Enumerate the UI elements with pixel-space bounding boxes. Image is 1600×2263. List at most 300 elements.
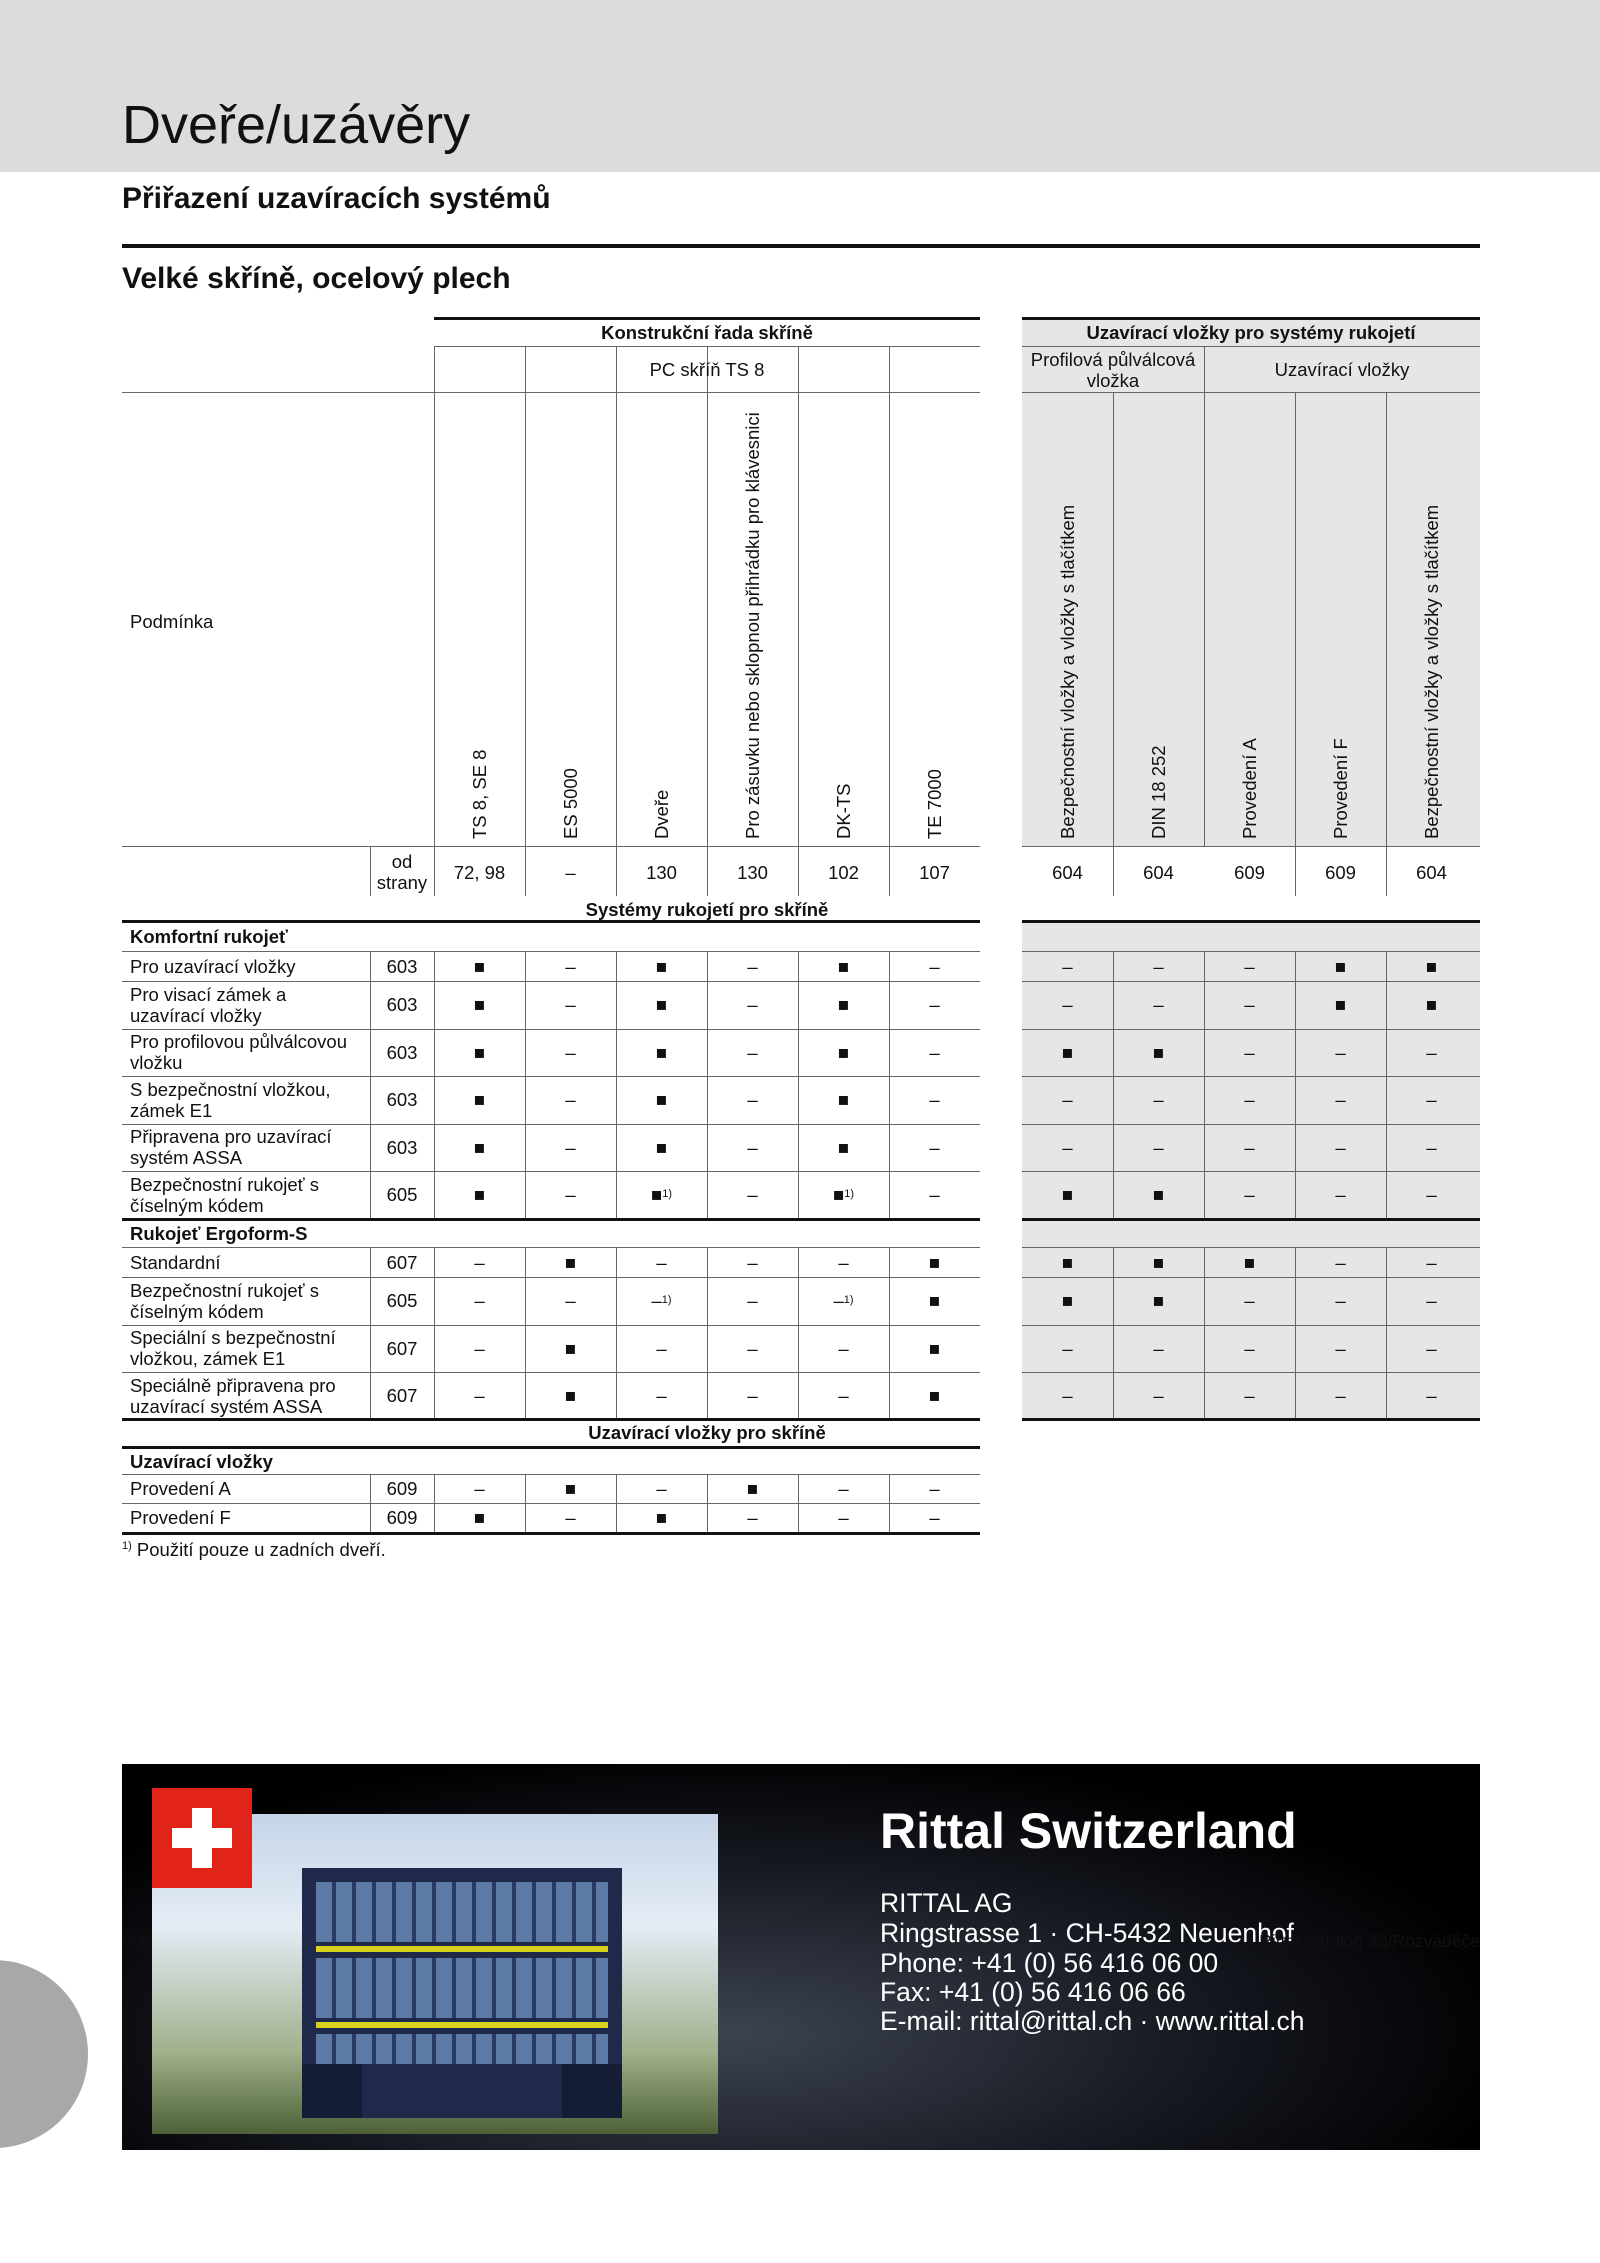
table-row-label: Připravena pro uzavírací systém ASSA (130, 1126, 332, 1169)
table-cell: ■ (928, 1290, 941, 1312)
column-line (616, 1503, 617, 1532)
column-line (434, 1474, 435, 1503)
table-cell: – (838, 1251, 849, 1273)
table-cell: – (1426, 1184, 1437, 1206)
column-line (434, 1325, 435, 1373)
page-ref-cell: 604 (1416, 861, 1447, 883)
table-cell: – (1244, 1184, 1255, 1206)
table-row-label: Speciálně připravena pro uzavírací systém ASSA (130, 1374, 336, 1417)
column-line (707, 1076, 708, 1124)
table-cell: – (565, 1184, 576, 1206)
table-cell: – (1153, 955, 1164, 977)
column-line (1386, 951, 1387, 981)
page-ref-cell: 603 (386, 1041, 418, 1063)
table-cell: – (929, 1041, 940, 1063)
table-cell: – (656, 1337, 667, 1359)
table-cell: ■ (1152, 1041, 1165, 1063)
table-cell: – 1) (651, 1290, 672, 1312)
column-line (1113, 1029, 1114, 1077)
column-line (434, 981, 435, 1029)
table-cell: – (1426, 1385, 1437, 1407)
table-cell: – (929, 1184, 940, 1206)
table-cell: – (1244, 1089, 1255, 1111)
column-line (370, 981, 371, 1029)
column-line (1113, 951, 1114, 981)
table-cell: – (747, 1385, 758, 1407)
column-line (370, 1372, 371, 1420)
table-cell: – (1335, 1136, 1346, 1158)
column-line (798, 981, 799, 1029)
table-cell: ■ (1334, 955, 1347, 977)
swiss-flag-icon (152, 1788, 252, 1888)
table-cell: – (1335, 1337, 1346, 1359)
table-cell: – (1426, 1337, 1437, 1359)
table-cell: ■ (564, 1337, 577, 1359)
table-cell: – (929, 994, 940, 1016)
column-line (370, 1076, 371, 1124)
table-cell: – (1062, 994, 1073, 1016)
column-line (434, 1372, 435, 1420)
column-line (370, 1124, 371, 1172)
table-cell: ■ 1) (833, 1184, 854, 1206)
column-line (707, 981, 708, 1029)
column-line (434, 951, 435, 981)
rule-line (122, 1532, 980, 1535)
column-line (707, 1124, 708, 1172)
column-line (525, 1076, 526, 1124)
column-line (370, 1503, 371, 1532)
rule-line (1022, 920, 1480, 923)
table-cell: – (565, 1290, 576, 1312)
table-cell: – (1335, 1184, 1346, 1206)
column-line (707, 951, 708, 981)
column-line (1204, 951, 1205, 981)
column-line (707, 1277, 708, 1325)
table-cell: – (565, 1041, 576, 1063)
table-cell: – (1244, 1041, 1255, 1063)
table-cell: ■ (655, 1041, 668, 1063)
column-line (889, 1277, 890, 1325)
column-line (616, 1247, 617, 1277)
rule-line (1022, 1418, 1480, 1421)
table-cell: – (656, 1251, 667, 1273)
page-ref-cell: 603 (386, 1089, 418, 1111)
table-cell: – (1426, 1136, 1437, 1158)
group-label: Komfortní rukojeť (130, 926, 288, 947)
table-cell: – (1153, 994, 1164, 1016)
banner-email: E-mail: rittal@rittal.ch · www.rittal.ch (880, 2006, 1305, 2036)
table-cell: ■ (473, 1089, 486, 1111)
column-line (1113, 1076, 1114, 1124)
group-label: Uzavírací vložky (130, 1450, 273, 1472)
table-cell: ■ (1152, 1184, 1165, 1206)
column-line (889, 346, 890, 896)
banner-phone: Phone: +41 (0) 56 416 06 00 (880, 1948, 1219, 1978)
table-cell: – (838, 1478, 849, 1499)
table-row-label: Speciální s bezpečnostní vložkou, zámek E1 (130, 1327, 336, 1370)
banner-fax: Fax: +41 (0) 56 416 06 66 (880, 1977, 1186, 2007)
table-cell: – (1153, 1337, 1164, 1359)
table-cell: ■ (928, 1337, 941, 1359)
page-number: 600 (122, 1931, 152, 1951)
column-line (616, 1372, 617, 1420)
column-line (434, 1277, 435, 1325)
group-label: Rukojeť Ergoform-S (130, 1223, 308, 1244)
column-line (798, 951, 799, 981)
column-line (798, 1247, 799, 1277)
table-cell: ■ (928, 1385, 941, 1407)
column-line (1204, 1076, 1205, 1124)
column-line (1204, 1029, 1205, 1077)
table-row-label: Pro uzavírací vložky (130, 955, 296, 977)
column-line (525, 1277, 526, 1325)
table-cell: ■ (655, 1507, 668, 1528)
column-line (1204, 346, 1205, 846)
column-line (889, 1325, 890, 1373)
table-cell: – (747, 1089, 758, 1111)
column-line (525, 1247, 526, 1277)
table-cell: ■ (473, 994, 486, 1016)
column-line (1204, 1171, 1205, 1219)
column-line (1386, 392, 1387, 896)
column-line (798, 1474, 799, 1503)
page-ref-cell: – (565, 861, 576, 883)
table-cell: – (1335, 1290, 1346, 1312)
column-line (1386, 981, 1387, 1029)
column-line (889, 981, 890, 1029)
table-cell: – (474, 1385, 485, 1407)
column-line (370, 1474, 371, 1503)
column-line (889, 1247, 890, 1277)
column-line (370, 1029, 371, 1077)
table-cell: ■ 1) (651, 1184, 672, 1206)
column-line (1295, 981, 1296, 1029)
table-cell: – (747, 955, 758, 977)
page-ref-cell: 72, 98 (453, 861, 506, 883)
column-line (616, 1171, 617, 1219)
column-line (1204, 1325, 1205, 1373)
table-cell: – (1426, 1251, 1437, 1273)
page-ref-cell: 603 (386, 1136, 418, 1158)
column-line (525, 1474, 526, 1503)
column-line (1113, 1124, 1114, 1172)
table-cell: – (747, 1507, 758, 1528)
column-line (1295, 1076, 1296, 1124)
table-cell: ■ (1061, 1184, 1074, 1206)
table-cell: – (838, 1507, 849, 1528)
table-cell: – (838, 1385, 849, 1407)
table-row-label: Provedení F (130, 1507, 231, 1528)
page-title: Dveře/uzávěry (122, 95, 471, 155)
column-line (616, 1076, 617, 1124)
table-cell: – (1335, 1089, 1346, 1111)
column-line (616, 1474, 617, 1503)
column-line (1204, 1247, 1205, 1277)
table-cell: ■ (1334, 994, 1347, 1016)
page-ref-cell: 609 (386, 1478, 418, 1499)
table-cell: – (1153, 1385, 1164, 1407)
column-line (798, 1076, 799, 1124)
column-line (889, 1029, 890, 1077)
column-line (525, 1029, 526, 1077)
column-line (1113, 1277, 1114, 1325)
table-cell: – (929, 1136, 940, 1158)
table-cell: – (656, 1478, 667, 1499)
column-line (1295, 1124, 1296, 1172)
table-cell: ■ (473, 1136, 486, 1158)
column-line (1386, 1247, 1387, 1277)
table-cell: ■ (655, 1089, 668, 1111)
rule-line (122, 392, 980, 393)
table-cell: ■ (655, 994, 668, 1016)
column-line (798, 1029, 799, 1077)
column-line (525, 1372, 526, 1420)
column-line (434, 1171, 435, 1219)
table-cell: – (929, 1478, 940, 1499)
column-line (889, 1171, 890, 1219)
column-line (1386, 1372, 1387, 1420)
column-line (434, 1247, 435, 1277)
table-cell: – (474, 1478, 485, 1499)
column-line (1113, 392, 1114, 896)
column-line (434, 1076, 435, 1124)
column-line (798, 1325, 799, 1373)
table-cell: ■ (1152, 1251, 1165, 1273)
table-cell: – (747, 1290, 758, 1312)
page-tab (0, 1960, 88, 2148)
column-line (434, 1029, 435, 1077)
page-ref-cell: 604 (1052, 861, 1083, 883)
column-line (616, 346, 617, 896)
table-cell: – (838, 1337, 849, 1359)
column-line (1386, 1325, 1387, 1373)
table-cell: – (1244, 1385, 1255, 1407)
table-cell: ■ (928, 1251, 941, 1273)
column-line (1204, 1372, 1205, 1420)
page-ref-cell: 130 (737, 861, 768, 883)
column-line (1295, 951, 1296, 981)
table-row-label: Standardní (130, 1251, 221, 1273)
page-ref-cell: 603 (386, 994, 418, 1016)
table-row-label: Bezpečnostní rukojeť s číselným kódem (130, 1279, 319, 1322)
table-cell: – (1062, 1089, 1073, 1111)
page-ref-cell: 609 (1325, 861, 1356, 883)
column-line (707, 1474, 708, 1503)
condition-label: Podmínka (130, 611, 214, 632)
table-cell: – (929, 955, 940, 977)
catalog-name: Rittal Katalog 33/Rozváděče (1259, 1931, 1480, 1951)
column-line (707, 1503, 708, 1532)
column-line (525, 1171, 526, 1219)
section-label: Systémy rukojetí pro skříně (585, 898, 829, 920)
table-cell: – (1062, 1385, 1073, 1407)
column-group-label: Uzavírací vložky pro systémy rukojetí (1086, 321, 1416, 343)
column-line (1113, 1325, 1114, 1373)
table-cell: – (747, 994, 758, 1016)
column-line (370, 1247, 371, 1277)
table-cell: – (929, 1089, 940, 1111)
column-line (707, 392, 708, 846)
table-cell: – (747, 1136, 758, 1158)
column-line (798, 1171, 799, 1219)
column-line (1113, 981, 1114, 1029)
table-cell: – (1244, 1337, 1255, 1359)
table-cell: – (1244, 1290, 1255, 1312)
column-line (525, 1124, 526, 1172)
table-cell: – (565, 1507, 576, 1528)
table-cell: ■ (655, 955, 668, 977)
table-row-label: Pro profilovou půlválcovou vložku (130, 1031, 347, 1074)
table-cell: – (1335, 1251, 1346, 1273)
column-line (1295, 1372, 1296, 1420)
table-cell: ■ (1061, 1251, 1074, 1273)
table-cell: – (1426, 1041, 1437, 1063)
page-ref-cell: 607 (386, 1337, 418, 1359)
table-cell: – (1335, 1041, 1346, 1063)
table-cell: ■ (837, 1089, 850, 1111)
column-line (889, 1124, 890, 1172)
table-cell: ■ (1425, 955, 1438, 977)
table-cell: ■ (473, 1041, 486, 1063)
column-line (798, 1124, 799, 1172)
column-line (1386, 1124, 1387, 1172)
column-line (889, 1474, 890, 1503)
banner-company: RITTAL AG (880, 1888, 1013, 1918)
profile-insert-label: Profilová půlválcová vložka (1030, 348, 1196, 391)
page-ref-cell: 102 (828, 861, 859, 883)
column-line (525, 951, 526, 981)
column-line (1204, 1277, 1205, 1325)
banner-title: Rittal Switzerland (880, 1803, 1297, 1859)
table-cell: ■ (1061, 1290, 1074, 1312)
table-cell: ■ (473, 1184, 486, 1206)
column-line (616, 1124, 617, 1172)
page-ref-cell: 609 (1234, 861, 1265, 883)
column-line (525, 981, 526, 1029)
page-subtitle: Přiřazení uzavíracích systémů (122, 182, 551, 215)
rule-line (1022, 392, 1480, 393)
footnote: $^{1)}$ Použití pouze u zadních dveří. (122, 1539, 386, 1560)
table-cell: ■ (655, 1136, 668, 1158)
column-line (370, 1277, 371, 1325)
column-line (798, 1372, 799, 1420)
column-line (889, 1503, 890, 1532)
table-cell: – (747, 1251, 758, 1273)
column-line (1295, 1325, 1296, 1373)
table-cell: – (747, 1337, 758, 1359)
table-cell: – (929, 1507, 940, 1528)
table-cell: ■ (1152, 1290, 1165, 1312)
column-line (1204, 1124, 1205, 1172)
column-line (525, 1503, 526, 1532)
column-line (616, 1029, 617, 1077)
table-cell: – (1153, 1089, 1164, 1111)
page-ref-cell: 605 (386, 1290, 418, 1312)
table-cell: – (474, 1251, 485, 1273)
column-line (1295, 1277, 1296, 1325)
column-line (616, 1277, 617, 1325)
table-cell: ■ (473, 955, 486, 977)
column-line (370, 951, 371, 981)
page-ref-cell: 107 (919, 861, 950, 883)
column-line (370, 1171, 371, 1219)
table-cell: ■ (1425, 994, 1438, 1016)
section-label: Uzavírací vložky pro skříně (588, 1421, 826, 1443)
column-line (616, 1325, 617, 1373)
table-cell: – (1153, 1136, 1164, 1158)
table-cell: – (565, 955, 576, 977)
table-cell: ■ (837, 994, 850, 1016)
section-title: Velké skříně, ocelový plech (122, 262, 511, 295)
rittal-banner (122, 1764, 1480, 2150)
page-ref-cell: 607 (386, 1251, 418, 1273)
table-cell: – (1062, 955, 1073, 977)
column-line (1204, 981, 1205, 1029)
table-cell: ■ (1243, 1251, 1256, 1273)
table-row-label: Bezpečnostní rukojeť s číselným kódem (130, 1173, 319, 1216)
table-row-label: Provedení A (130, 1478, 231, 1499)
column-line (707, 1171, 708, 1219)
table-row-label: S bezpečnostní vložkou, zámek E1 (130, 1078, 331, 1121)
table-cell: – 1) (833, 1290, 854, 1312)
page-ref-cell: 603 (386, 955, 418, 977)
table-cell: ■ (1061, 1041, 1074, 1063)
inserts-label: Uzavírací vložky (1274, 359, 1410, 380)
page-ref-cell: 605 (386, 1184, 418, 1206)
column-line (370, 1325, 371, 1373)
column-line (525, 1325, 526, 1373)
column-line (798, 1277, 799, 1325)
column-line (1113, 1171, 1114, 1219)
table-cell: – (656, 1385, 667, 1407)
table-cell: – (1244, 1136, 1255, 1158)
column-line (1295, 1171, 1296, 1219)
column-line (889, 951, 890, 981)
rule-line (1022, 1218, 1480, 1221)
table-cell: ■ (564, 1385, 577, 1407)
column-line (1295, 1247, 1296, 1277)
column-line (889, 1372, 890, 1420)
page-ref-label: od strany (376, 851, 428, 893)
column-line (707, 1247, 708, 1277)
table-cell: – (1244, 955, 1255, 977)
table-cell: ■ (746, 1478, 759, 1499)
table-cell: – (1335, 1385, 1346, 1407)
table-cell: ■ (473, 1507, 486, 1528)
column-line (798, 346, 799, 896)
pc-group-label: PC skříň TS 8 (649, 359, 765, 380)
column-line (1386, 1076, 1387, 1124)
table-cell: ■ (564, 1478, 577, 1499)
table-cell: – (1426, 1089, 1437, 1111)
column-line (616, 951, 617, 981)
column-line (707, 1325, 708, 1373)
table-cell: – (474, 1337, 485, 1359)
table-cell: – (1244, 994, 1255, 1016)
column-line (434, 1503, 435, 1532)
column-line (889, 1076, 890, 1124)
column-group-label: Konstrukční řada skříně (601, 321, 813, 343)
column-line (525, 346, 526, 896)
column-line (1386, 1277, 1387, 1325)
column-line (616, 981, 617, 1029)
table-cell: ■ (837, 1041, 850, 1063)
column-line (1386, 1029, 1387, 1077)
divider (122, 244, 1480, 248)
column-line (1386, 1171, 1387, 1219)
table-cell: – (1426, 1290, 1437, 1312)
page-ref-cell: 604 (1143, 861, 1174, 883)
